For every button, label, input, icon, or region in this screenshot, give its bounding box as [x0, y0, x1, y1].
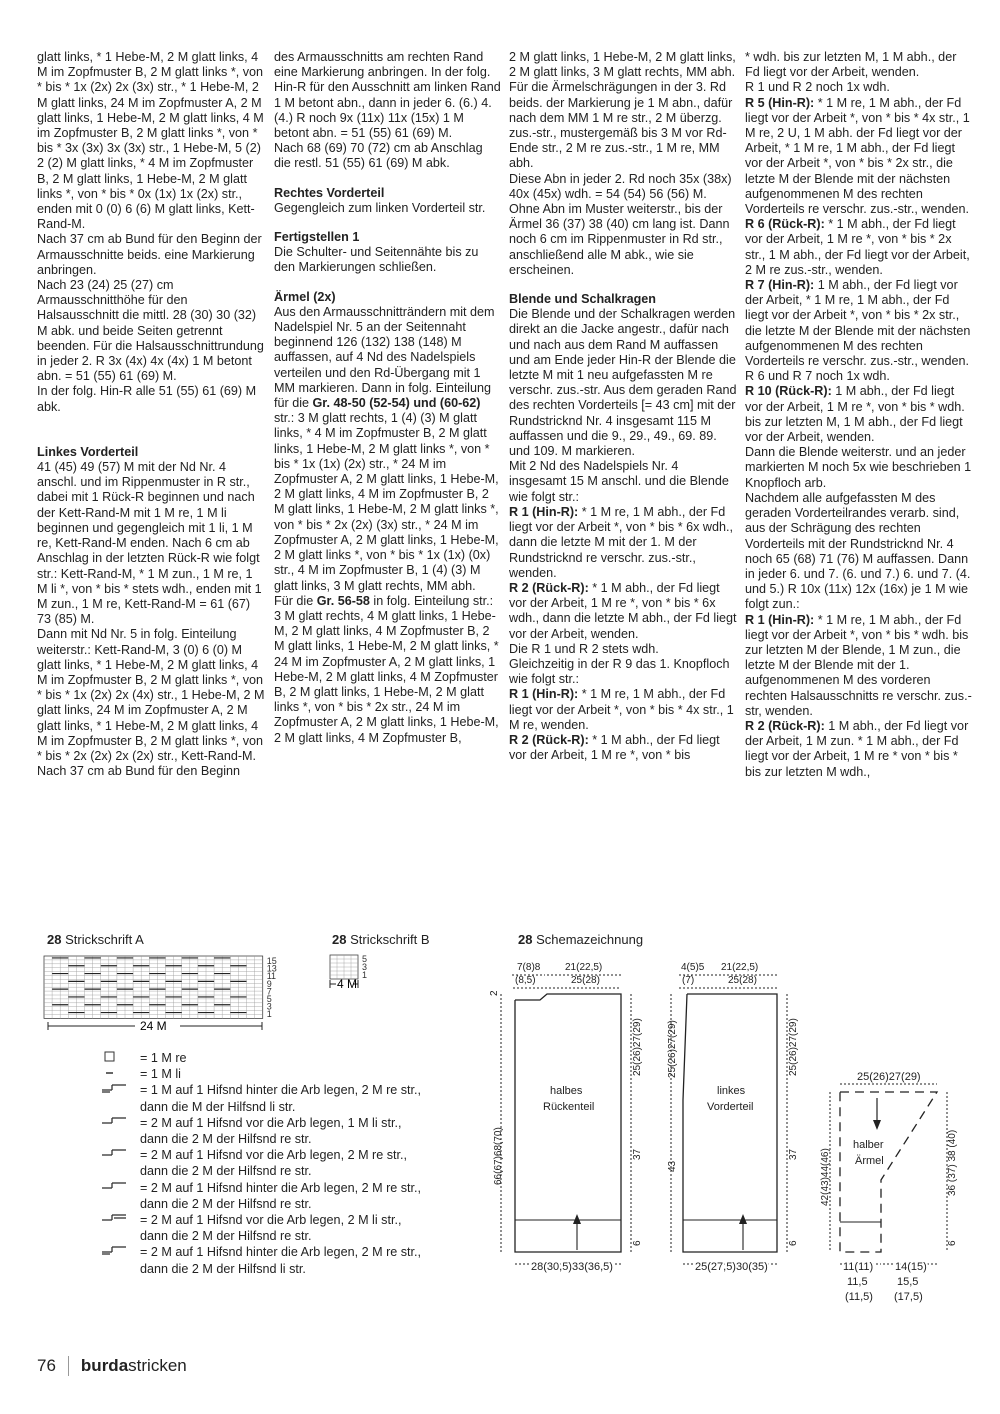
paragraph: [745, 384, 973, 445]
legend-row: [100, 1147, 430, 1179]
paragraph: Für die Ärmelschrägungen in der 3. Rd beids. der Markierung je 1 M abn., dafür nach dem MM 1 M re str., 2 M überzg. zus.-str., mustergemäß bis 3 M vor Rd-Ende str., 2 M re zus.-str., 1 M re, MM abh.: [509, 80, 733, 171]
dimension-label: 25(28): [571, 975, 600, 986]
paragraph: des Armausschnitts am rechten Rand eine Markierung anbringen. In der folg. Hin-R für den Ausschnitt am linken Rand 1 M betont abn., dann in jeder 6. (6.) 4. (4.) R noch 9x (11x) 11x (15x) 1 M betont abn. = 51 (55) 61 (69) M.: [274, 50, 501, 141]
text-run: * 1 M re, 1 M abh., der Fd liegt vor der Arbeit *, von * bis * 4x str., 1 M re, 2 U, 1 M abh. der Fd liegt vor der Arbeit, * 1 M re, 1 M abh., der Fd liegt vor der Arbeit *, von * bis * 2x str., die letzte M der Blende mit der nächsten aufgenommenen M des rechten Vorderteils re verschr. zus.-str., wenden.: [745, 95, 970, 217]
arrow-head: [739, 1214, 747, 1224]
paragraph: [745, 96, 973, 218]
purl-dash-icon: [100, 1066, 140, 1082]
text-column-4: [745, 50, 973, 780]
bold-run: R 2 (Rück-R):: [509, 732, 589, 747]
paragraph: 41 (45) 49 (57) M mit der Nd Nr. 4 anschl. und im Rippenmuster in R str., dabei mit 1 Rück-R beginnen und nach der Kett-Rand-M mit 1 M re, 1 M li beginnen und gegengleich mit 1 li, 1 M re, Kett-Rand-M enden. Nach 6 cm ab Anschlag in der letzten Rück-R wie folgt str.: Kett-Rand-M, * 1 M zun., 1 M re, 1 M li *, von * bis * stets wdh., enden mit 1 M zun., 1 M re, Kett-Rand-M = 61 (67) 73 (85) M.: [37, 460, 262, 627]
chart-a-row-labels: [267, 956, 277, 1019]
bold-run: R 2 (Rück-R):: [745, 718, 825, 733]
dimension-label: 37: [632, 1148, 643, 1160]
piece-label: Rückenteil: [543, 1101, 595, 1113]
dimension-label: 25(26)27(29): [857, 1071, 921, 1083]
text-run: * 1 M abh., der Fd liegt vor der Arbeit, 1 M re *, von * bis * 2x str., 1 M abh., der Fd liegt vor der Arbeit, 2 M re zus.-str., wenden.: [745, 217, 970, 277]
cable-2-1-front-icon: [100, 1115, 140, 1131]
paragraph: Die Schulter- und Seitennähte bis zu den Markierungen schließen.: [274, 245, 479, 275]
paragraph: 2 M glatt links, 1 Hebe-M, 2 M glatt links, 2 M glatt links, 3 M glatt rechts, MM abh.: [509, 50, 736, 80]
text-column-1: [37, 50, 265, 779]
dimension-label: 2: [489, 990, 500, 996]
paragraph: Dann mit Nd Nr. 5 in folg. Einteilung weiterstr.: Kett-Rand-M, 3 (0) 6 (0) M glatt links, * 1 Hebe-M, 2 M glatt links, 4 M im Zopfmuster B, 2 M glatt links *, von * bis * 1x (2x) 2x (4x) str., 1 Hebe-M, 2 M glatt links, 24 M im Zopfmuster A, 2 M glatt links, * 1 Hebe-M, 2 M glatt links, 4 M im Zopfmuster B, 2 M glatt links *, von * bis * 2x (2x) 2x (2x) str., Kett-Rand-M. Nach 37 cm ab Bund für den Beginn: [37, 627, 265, 779]
brand-regular: stricken: [128, 1356, 187, 1375]
row-number: 15: [266, 956, 277, 966]
section-heading: Fertigstellen 1: [274, 230, 360, 245]
symbol-legend: [100, 1050, 430, 1277]
row-number: 5: [362, 954, 368, 964]
legend-text: = 1 M auf 1 Hifsnd hinter die Arb legen, 2 M re str., dann die M der Hilfsnd li str.: [140, 1083, 422, 1114]
paragraph: In der folg. Hin-R alle 51 (55) 61 (69) M abk.: [37, 384, 257, 414]
row-number: 7: [266, 986, 272, 997]
paragraph: Gleichzeitig in der R 9 das 1. Knopfloch wie folgt str.:: [509, 656, 730, 687]
paragraph: Ohne Abn im Muster weiterstr., bis der Ärmel 36 (37) 38 (40) cm lang ist. Dann noch 6 cm im Rippenmuster in Rd str., anschließend alle M abk., wie sie erscheinen.: [509, 202, 730, 277]
dimension-label: 15,5: [897, 1276, 919, 1288]
knit-square-icon: [100, 1050, 140, 1066]
text-run: 1 M abh., der Fd liegt vor der Arbeit, 1 M zun. * 1 M abh., der Fd liegt vor der Arbeit, 1 M re * von * bis * bis zur letzten M wdh.,: [745, 718, 969, 779]
paragraph: Diese Abn in jeder 2. Rd noch 35x (38x) 40x (45x) wdh. = 54 (54) 56 (56) M.: [509, 171, 732, 201]
legend-text: = 2 M auf 1 Hifsnd hinter die Arb legen, 2 M re str., dann die 2 M der Hilfsnd re str.: [140, 1180, 422, 1211]
legend-row: [100, 1082, 430, 1114]
figure-title-text: Strickschrift A: [65, 932, 144, 947]
text-run: * 1 M abh., der Fd liegt vor der Arbeit, 1 M re *, von * bis: [509, 732, 720, 763]
dimension-label: 21(22,5): [721, 962, 759, 973]
front-outline: [683, 994, 777, 1252]
figure-title-chart-a: [47, 932, 144, 947]
row-number: 3: [266, 1001, 272, 1012]
dimension-label: 11,5: [847, 1276, 868, 1288]
paragraph: [274, 305, 502, 594]
paragraph: [509, 505, 737, 581]
dimension-label: 43: [667, 1160, 678, 1172]
dimension-label: (8,5): [515, 975, 536, 986]
bold-run: R 1 (Hin-R):: [509, 687, 579, 702]
knitting-chart-b: [328, 952, 388, 1012]
piece-label: halbes: [550, 1085, 583, 1097]
cable-1-2-back-icon: [100, 1082, 140, 1098]
page-number: 76: [37, 1356, 56, 1375]
dimension-label: 25(27,5)30(35): [695, 1261, 768, 1273]
row-number: 5: [266, 994, 272, 1004]
paragraph: [274, 594, 502, 746]
brand-name: [81, 1356, 187, 1376]
bold-run: R 1 (Hin-R):: [745, 612, 815, 627]
paragraph: Mit 2 Nd des Nadelspiels Nr. 4 insgesamt 15 M anschl. und die Blende wie folgt str.:: [509, 459, 729, 504]
legend-row: [100, 1050, 430, 1066]
legend-row: [100, 1244, 430, 1276]
dimension-label: 21(22,5): [565, 962, 603, 973]
legend-text: = 2 M auf 1 Hifsnd vor die Arb legen, 2 M re str., dann die 2 M der Hilfsnd re str.: [140, 1148, 408, 1179]
text-column-2: [274, 50, 502, 746]
paragraph: [509, 581, 737, 642]
dimension-label: 37: [788, 1148, 799, 1160]
figure-title-chart-b: [332, 932, 430, 947]
figure-number: 28: [518, 932, 533, 947]
dimension-label: (11,5): [845, 1291, 873, 1303]
cable-2-2-front-icon: [100, 1147, 140, 1163]
bold-run: R 1 (Hin-R):: [509, 504, 579, 519]
sleeve-piece: [820, 1071, 958, 1303]
text-column-3: [509, 50, 737, 763]
dimension-label: 6: [788, 1240, 799, 1246]
knitting-chart-a: [40, 952, 285, 1034]
dimension-label: 25(26)27(29): [667, 1020, 678, 1078]
row-number: 3: [362, 962, 368, 972]
paragraph: Nach 23 (24) 25 (27) cm Armausschnitthöhe für den Halsausschnitt die mittl. 28 (30) 30 (32) M abk. und beide Seiten getrennt beenden. Für die Halsausschnittrundung in jeder 2. R 3x (4x) 4x (4x) 1 M betont abn. = 51 (55) 61 (69) M.: [37, 278, 264, 384]
legend-text: = 2 M auf 1 Hifsnd vor die Arb legen, 2 M li str., dann die 2 M der Hilfsnd re str.: [140, 1213, 402, 1244]
bold-run: R 7 (Hin-R):: [745, 278, 815, 293]
text-run: str.: 3 M glatt rechts, 1 (4) (3) M glatt links, * 4 M im Zopfmuster B, 2 M glatt links, 1 Hebe-M, 2 M glatt links *, von * bis * 1x (1x) (2x) str., * 24 M im Zopfmuster A, 2 M glatt links, 1 Hebe-M, 2 M glatt links, 4 M im Zopfmuster B, 2 M glatt links, 1 Hebe-M, 2 M glatt links *, von * bis * 2x (2x) (3x) str., * 24 M im Zopfmuster A, 2 M glatt links, 1 Hebe-M, 2 M glatt links *, von * bis * 1x (1x) (0x) str., 4 M im Zopfmuster B, 1 (4) (3) M glatt links, 3 M glatt rechts, MM abh.: [274, 411, 499, 593]
paragraph: R 1 und R 2 noch 1x wdh.: [745, 80, 890, 95]
bold-run: Gr. 48-50 (52-54) und (60-62): [312, 396, 481, 411]
page-footer: [37, 1356, 187, 1376]
paragraph: Dann die Blende weiterstr. und an jeder markierten M noch 5x wie beschrieben 1 Knopfloch arb.: [745, 445, 972, 490]
chart-b-grid: [330, 955, 358, 979]
front-piece: [667, 962, 799, 1273]
section-heading: Linkes Vorderteil: [37, 444, 139, 459]
dimension-label: 25(26)27(29): [632, 1018, 643, 1076]
paragraph: R 6 und R 7 noch 1x wdh.: [745, 369, 890, 384]
section-heading: Ärmel (2x): [274, 289, 336, 304]
paragraph: [509, 733, 737, 763]
dimension-label: 6: [632, 1240, 643, 1246]
back-outline: [515, 994, 621, 1252]
width-label: 4 M: [337, 977, 358, 991]
legend-text: = 1 M li: [140, 1067, 181, 1082]
paragraph: glatt links, * 1 Hebe-M, 2 M glatt links, 4 M im Zopfmuster B, 2 M glatt links *, von * bis * 1x (2x) 2x (3x) str., * 1 Hebe-M, 2 M glatt links, 24 M im Zopfmuster A, 2 M glatt links, 1 Hebe-M, 2 M glatt links, 4 M im Zopfmuster B, 2 M glatt links *, von * bis * 3x (3x) 3x (3x) str., 1 Hebe-M, 5 (2) 2 (2) M glatt links, * 4 M im Zopfmuster B, 2 M glatt links, 1 Hebe-M, 2 M glatt links *, von * bis * 0x (1x) 1x (2x) str., enden mit 0 (0) 6 (6) M glatt links, Kett-Rand-M.: [37, 50, 264, 232]
brand-bold: burda: [80, 1356, 129, 1375]
bold-run: Gr. 56-58: [316, 593, 370, 608]
row-number: 11: [266, 971, 277, 982]
dimension-label: 66(67)68(70): [493, 1127, 504, 1185]
dimension-label: 42(43)44(46): [820, 1148, 831, 1206]
piece-label: Vorderteil: [707, 1101, 754, 1113]
piece-label: halber: [853, 1139, 884, 1151]
piece-label: linkes: [717, 1085, 746, 1097]
bold-run: R 2 (Rück-R):: [509, 580, 589, 595]
dimension-label: 28(30,5)33(36,5): [531, 1261, 613, 1273]
cable-2-2-back-purl-icon: [100, 1244, 140, 1260]
section-heading: Rechtes Vorderteil: [274, 185, 385, 200]
dimension-label: 7(8)8: [517, 962, 541, 973]
figure-title-text: Strickschrift B: [350, 932, 430, 947]
dimension-label: 6: [947, 1240, 958, 1246]
dimension-label: (7): [682, 975, 695, 986]
figure-number: 28: [47, 932, 62, 947]
dimension-label: 14(15): [895, 1261, 927, 1273]
width-label: 24 M: [140, 1019, 167, 1033]
cable-2-2-back-icon: [100, 1180, 140, 1196]
back-piece: [489, 962, 643, 1273]
paragraph: [745, 613, 973, 719]
figure-number: 28: [332, 932, 347, 947]
row-number: 1: [362, 970, 368, 980]
dimension-label: 25(28): [728, 975, 757, 986]
legend-row: [100, 1180, 430, 1212]
text-run: Für die: [274, 593, 317, 608]
legend-text: = 2 M auf 1 Hifsnd hinter die Arb legen, 2 M re str., dann die 2 M der Hilfsnd li str.: [140, 1245, 422, 1276]
chart-a-grid: [44, 956, 263, 1018]
text-run: Aus den Armausschnitträndern mit dem Nadelspiel Nr. 5 an der Seitennaht beginnend 126 (132) 138 (148) M auffassen, auf 4 Nd des Nadelspiels verteilen und den Rd-Übergang mit 1 MM markieren. Dann in folg. Einteilung für die: [274, 304, 495, 411]
dimension-label: 25(26)27(29): [788, 1018, 799, 1076]
row-number: 13: [266, 963, 277, 974]
paragraph: [745, 217, 973, 278]
text-run: in folg. Einteilung str.: 3 M glatt rechts, 4 M glatt links, 1 Hebe-M, 2 M glatt links, 4 M Zopfmuster B, 2 M glatt links, 1 Hebe-M, 2 M glatt links, * 24 M im Zopfmuster A, 2 M glatt links, 1 Hebe-M, 2 M glatt links, 4 M Zopfmuster B, 2 M glatt links, 1 Hebe-M, 2 M glatt links *, von * bis * 2x str., 24 M im Zopfmuster A, 2 M glatt links, 1 Hebe-M, 2 M glatt links, 4 M Zopfmuster B,: [274, 593, 499, 745]
text-run: * 1 M re, 1 M abh., der Fd liegt vor der Arbeit *, von * bis * 6x wdh., dann die letzte M mit der 1. M der Rundstricknd re verschr. zus.-str., wenden.: [509, 504, 733, 580]
legend-text: = 2 M auf 1 Hifsnd vor die Arb legen, 1 M li str., dann die 2 M der Hilfsnd re str.: [140, 1115, 402, 1147]
bold-run: R 10 (Rück-R):: [745, 384, 832, 399]
schema-drawing: [485, 950, 990, 1310]
figure-title-schema: [518, 932, 643, 947]
paragraph: [745, 278, 973, 369]
arrow-head: [873, 1120, 881, 1130]
arrow-head: [573, 1214, 581, 1224]
legend-row: [100, 1115, 430, 1147]
paragraph: Die Blende und der Schalkragen werden direkt an die Jacke angestr., dafür nach und nach aus dem Rand M auffassen und am Ende jeder Hin-R der Blende die letzte M mit 1 neu aufgefassten M re verschr. zus.-str. Aus dem geraden Rand des rechten Vorderteils [= 43 cm] mit der Rundstricknd Nr. 4 insgesamt 115 M auffassen und die 9., 29., 49., 69. 89. und 109. M markieren.: [509, 307, 737, 459]
paragraph: [745, 719, 973, 780]
text-run: * 1 M abh., der Fd liegt vor der Arbeit, 1 M re *, von * bis * 6x wdh., dann die letzte M abh., der Fd liegt vor der Arbeit, wenden.: [509, 580, 737, 641]
section-heading: Blende und Schalkragen: [509, 292, 656, 307]
row-number: 9: [266, 978, 272, 989]
paragraph: Die R 1 und R 2 stets wdh.: [509, 641, 659, 656]
legend-row: [100, 1066, 430, 1082]
text-run: * 1 M re, 1 M abh., der Fd liegt vor der Arbeit *, von * bis * 4x str., 1 M re, wenden.: [509, 687, 734, 732]
sleeve-outline: [840, 1092, 937, 1252]
paragraph: Nach 37 cm ab Bund für den Beginn der Armausschnitte beids. eine Markierung anbringen.: [37, 232, 262, 277]
figure-title-text: Schemazeichnung: [536, 932, 644, 947]
paragraph: [509, 687, 737, 733]
cable-2-2-front-purl-icon: [100, 1212, 140, 1228]
paragraph: Nach 68 (69) 70 (72) cm ab Anschlag die restl. 51 (55) 61 (69) M abk.: [274, 141, 483, 171]
bold-run: R 6 (Rück-R):: [745, 217, 825, 232]
bold-run: R 5 (Hin-R):: [745, 95, 815, 110]
text-run: 1 M abh., der Fd liegt vor der Arbeit, 1 M re *, von * bis * wdh. bis zur letzten M, 1 M abh., der Fd liegt vor der Arbeit, wenden.: [745, 384, 965, 445]
paragraph: Nachdem alle aufgefassten M des geraden Vorderteilrandes verarb. sind, aus der Schrägung des rechten Vorderteils mit der Rundstricknd Nr. 4 noch 65 (68) 71 (76) M auffassen. Dann in jeder 6. und 7. (6. und 7.) 6. und 7. (4. und 5.) R 10x (11x) 12x (16x) je 1 M wie folgt zun.:: [745, 490, 971, 612]
footer-divider: [68, 1356, 69, 1376]
dimension-label: 36 (37) 38 (40): [947, 1129, 958, 1196]
row-number: 1: [266, 1009, 272, 1020]
dimension-label: 4(5)5: [681, 962, 705, 973]
paragraph: Gegengleich zum linken Vorderteil str.: [274, 200, 486, 215]
legend-text: = 1 M re: [140, 1051, 187, 1065]
paragraph: * wdh. bis zur letzten M, 1 M abh., der Fd liegt vor der Arbeit, wenden.: [745, 50, 957, 80]
dimension-label: 11(11): [843, 1261, 874, 1273]
chart-b-row-labels: [362, 954, 367, 980]
piece-label: Ärmel: [855, 1155, 884, 1167]
dimension-label: (17,5): [894, 1291, 923, 1303]
text-run: 1 M abh., der Fd liegt vor der Arbeit, * 1 M re, 1 M abh., der Fd liegt vor der Arbeit *, von * bis * 2x str., die letzte M der Blende mit der nächsten aufgenommenen M des rechten Vorderteils re verschr. zus.-str., wenden.: [745, 278, 971, 369]
legend-row: [100, 1212, 430, 1244]
text-run: * 1 M re, 1 M abh., der Fd liegt vor der Arbeit *, von * bis * wdh. bis zur letzten M der Blende, 1 M zun., die letzte M der Blende mit der 1. aufgenommenen M des vorderen rechten Halsausschnitts re verschr. zus.-str, wenden.: [745, 612, 972, 718]
